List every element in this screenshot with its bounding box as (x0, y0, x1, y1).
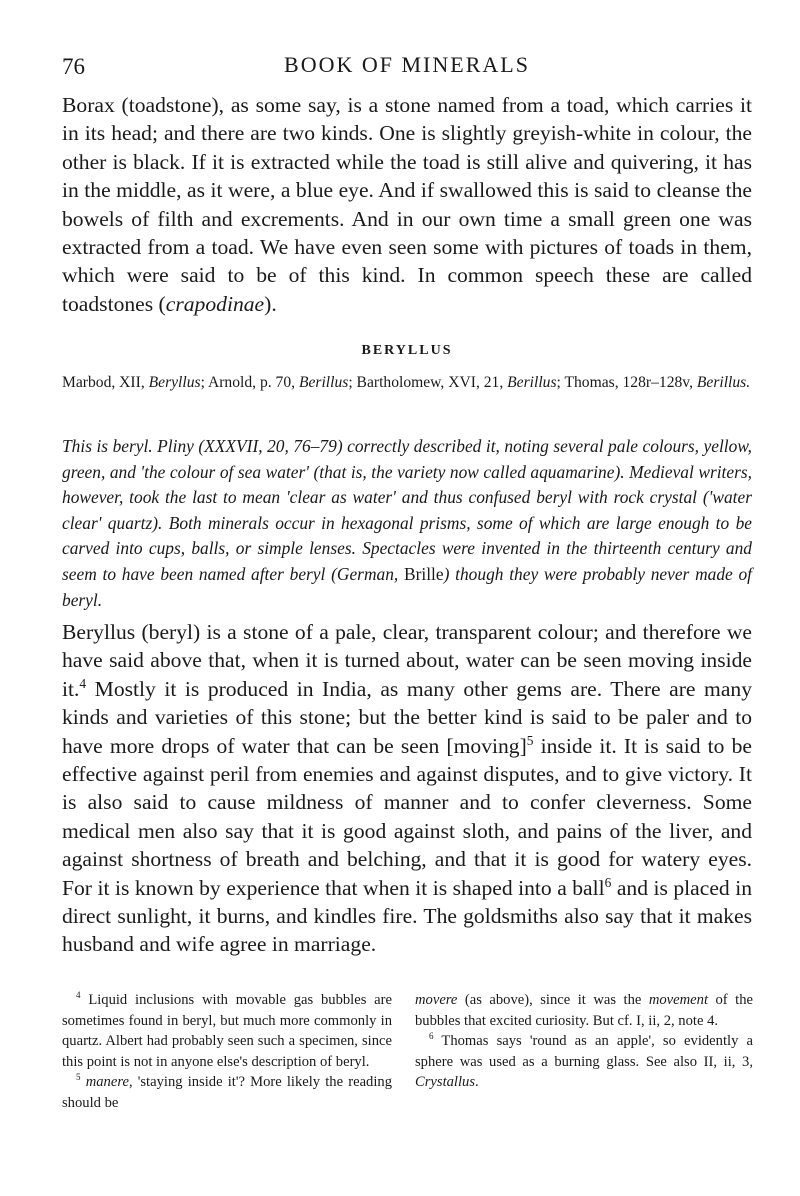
footnote-ref-4[interactable]: 4 (79, 675, 87, 691)
commentary-part-3: , 20, 76–79) correctly described it, noting several pale colours, yellow, green, and 'the colour of sea water' (that is, the variety now called aquamarine). Medieval writers, however, took the last to mean 'clear as water' and thus confused beryl with rock crystal ('water clear' quartz). Both minerals occur in hexagonal prisms, some of which are large enough to be carved into cups, balls, or simple lenses. Spectacles were invented in the thirteenth century and seem to have been named after beryl (62, 436, 752, 584)
footnote-ref-6[interactable]: 6 (604, 874, 612, 890)
footnote-6-italic: Crystallus (415, 1074, 476, 1091)
footnote-4-mark: 4 (76, 990, 81, 1001)
paragraph-borax (62, 91, 752, 318)
running-head: BOOK OF MINERALS (284, 52, 530, 77)
footnote-4 (62, 990, 392, 1072)
footnote-5-mark: 5 (76, 1072, 81, 1083)
source-2: ; Arnold, p. 70, (200, 374, 299, 391)
editorial-commentary (62, 434, 752, 613)
beryllus-text-a: Beryllus (beryl) is a stone of a pale, clear, transparent colour; and therefore we have said above that, when it is turned about, water can be seen moving inside it. (62, 620, 752, 701)
commentary-part-2: (XXXVII (198, 436, 259, 456)
commentary-part-1: This is beryl. Pliny (62, 436, 199, 456)
beryllus-text-d: and is placed in direct sunlight, it burns, and kindles fire. The goldsmiths also say that it makes husband and wife agree in marriage. (62, 875, 753, 957)
source-1-title: Beryllus (148, 374, 201, 391)
source-1: Marbod, XII, (62, 374, 149, 391)
footnote-5 (62, 1072, 392, 1113)
source-references (62, 372, 752, 394)
footnote-5-text: , 'staying inside it'? More likely the reading should be (62, 1074, 393, 1111)
section-heading: BERYLLUS (361, 343, 453, 358)
page-header (62, 50, 752, 84)
beryllus-text-b: Mostly it is produced in India, as many other gems are. There are many kinds and varieties of this stone; but the better kind is said to be paler and to have more drops of water that can be seen [moving] (62, 676, 752, 758)
commentary-part-4: (German, (331, 563, 404, 584)
footnote-5-continued (415, 990, 753, 1031)
beryllus-text-c: inside it. It is said to be effective against peril from enemies and against disputes, and to give victory. It is also said to cause mildness of manner and to confer cleverness. Some medical men also say that it is good against sloth, and pains of the liver, and against shortness of breath and belching, and that it is good for watery eyes. For it is known by experience that when it is shaped into a ball (62, 733, 753, 900)
footnote-ref-5[interactable]: 5 (526, 732, 534, 748)
source-3: ; Bartholomew, XVI, 21, (348, 374, 508, 391)
footnote-5-italic: manere (85, 1074, 129, 1091)
footnote-5-text-c: of the bubbles that excited curiosity. But cf. I, ii, 2, note 4. (415, 992, 753, 1029)
footnote-5-italic-3: movement (648, 992, 709, 1008)
footnote-6-text: Thomas says 'round as an apple', so evidently a sphere was used as a burning glass. See also II, ii, 3, (415, 1033, 753, 1070)
footnote-6 (415, 1031, 753, 1093)
paragraph-beryllus (62, 618, 752, 959)
footnote-5-italic-2: movere (415, 992, 458, 1008)
footnote-5-text-b: (as above), since it was the (457, 992, 649, 1008)
source-3-title: Berillus (507, 374, 557, 391)
commentary-part-6: ) though they were probably never made of beryl. (62, 563, 753, 610)
footnote-4-text: Liquid inclusions with movable gas bubbles are sometimes found in beryl, but much more commonly in quartz. Albert had probably seen such a specimen, since this point is not in anyone else's description of beryl. (62, 992, 392, 1070)
footnotes-right-column (415, 990, 753, 1093)
paragraph-borax-end: ). (264, 291, 277, 316)
footnote-6-end: . (475, 1074, 479, 1091)
footnote-6-mark: 6 (429, 1031, 434, 1042)
commentary-brille: Brille (404, 563, 444, 584)
paragraph-borax-italic: crapodinae (165, 291, 265, 316)
source-2-title: Berillus (298, 374, 349, 391)
source-4-title: Berillus. (696, 374, 751, 391)
paragraph-borax-text: Borax (toadstone), as some say, is a stone named from a toad, which carries it in its head; and there are two kinds. One is slightly greyish-white in colour, the other is black. If it is extracted while the toad is still alive and quivering, it has in the middle, as it were, a blue eye. And if swallowed this is said to cleanse the bowels of filth and excrements. And in our own time a small green one was extracted from a toad. We have even seen some with pictures of toads in them, which were said to be of this kind. In common speech these are called toadstones ( (62, 93, 752, 316)
page-number: 76 (62, 54, 85, 79)
source-4: ; Thomas, 128r–128v, (556, 374, 697, 391)
footnotes-left-column (62, 990, 392, 1114)
